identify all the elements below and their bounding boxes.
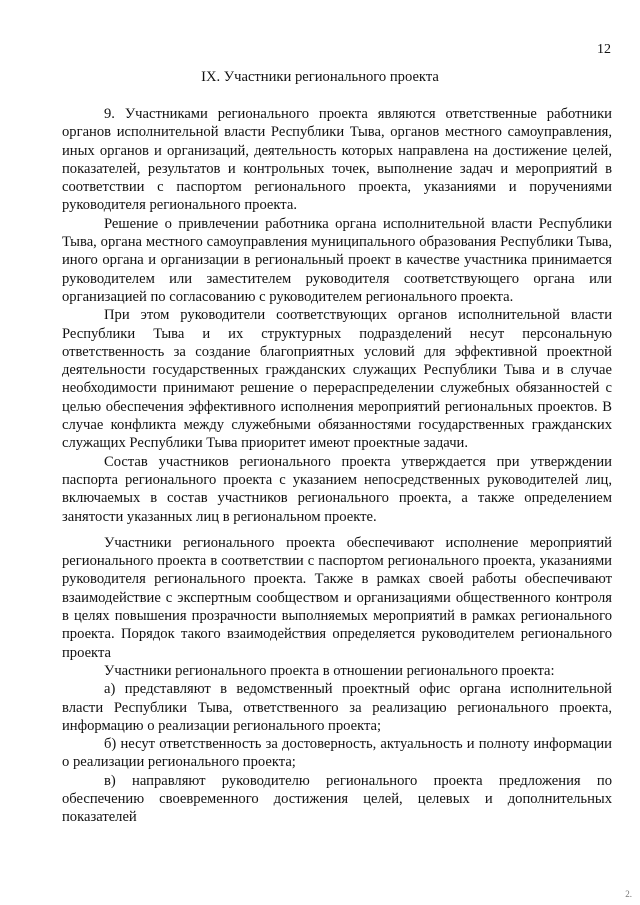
- paragraph-composition: Состав участников регионального проекта утверждается при утверждении паспорта регионального проекта с указанием непосредственных руководителей лиц, включаемых в состав участников регионального проекта, а также определением занятости указанных лиц в региональном проекте.: [62, 453, 612, 525]
- section-title: IX. Участники регионального проекта: [201, 69, 439, 85]
- list-item-b: б) несут ответственность за достоверность, актуальность и полноту информации о реализации регионального проекта;: [62, 736, 612, 771]
- body-text: [62, 105, 612, 827]
- paragraph-execution: Участники регионального проекта обеспечивают исполнение мероприятий регионального проекта в соответствии с паспортом регионального проекта, указаниями руководителя регионального проекта. Также в рамках своей работы обеспечивают взаимодействие с экспертным сообществом и организациями общественного контроля в целях повышения прозрачности выполняемых мероприятий в рамках регионального проекта. Порядок такого взаимодействия определяется руководителем регионального проекта: [62, 534, 612, 661]
- page-number: 12: [597, 42, 611, 57]
- list-item-a: а) представляют в ведомственный проектный офис органа исполнительной власти Республики Тыва, ответственного за реализацию регионального проекта, информацию о реализации регионального проекта;: [62, 681, 612, 734]
- paragraph-participants: 9. Участниками регионального проекта являются ответственные работники органов исполнительной власти Республики Тыва, органов местного самоуправления, иных органов и организаций, деятельность которых направлена на достижение целей, показателей, результатов и контрольных точек, выполнение задач и мероприятий в соответствии с паспортом регионального проекта, указаниями и поручениями руководителя регионального проекта.: [62, 106, 612, 214]
- list-item-c: в) направляют руководителю регионального проекта предложения по обеспечению своевременного достижения целей, целевых и дополнительных показателей: [62, 772, 612, 826]
- paragraph-responsibility: При этом руководители соответствующих органов исполнительной власти Республики Тыва и их структурных подразделений несут персональную ответственность за создание благоприятных условий для эффективной проектной деятельности государственных гражданских служащих Республики Тыва и в случае необходимости принимают решение о перераспределении служебных обязанностей с целью обеспечения эффективного исполнения мероприятий региональных проектов. В случае конфликта между служебными обязанностями государственных гражданских служащих Республики Тыва приоритет имеют проектные задачи.: [62, 307, 612, 452]
- paragraph-involvement-decision: Решение о привлечении работника органа исполнительной власти Республики Тыва, органа местного самоуправления муниципального образования Республики Тыва, иного органа и организации в региональный проект в качестве участника принимается руководителем или заместителем руководителя соответствующего органа или организацией по согласованию с руководителем регионального проекта.: [62, 215, 612, 305]
- corner-mark: 2.: [625, 889, 632, 899]
- paragraph-duties-intro: Участники регионального проекта в отношении регионального проекта:: [104, 662, 555, 679]
